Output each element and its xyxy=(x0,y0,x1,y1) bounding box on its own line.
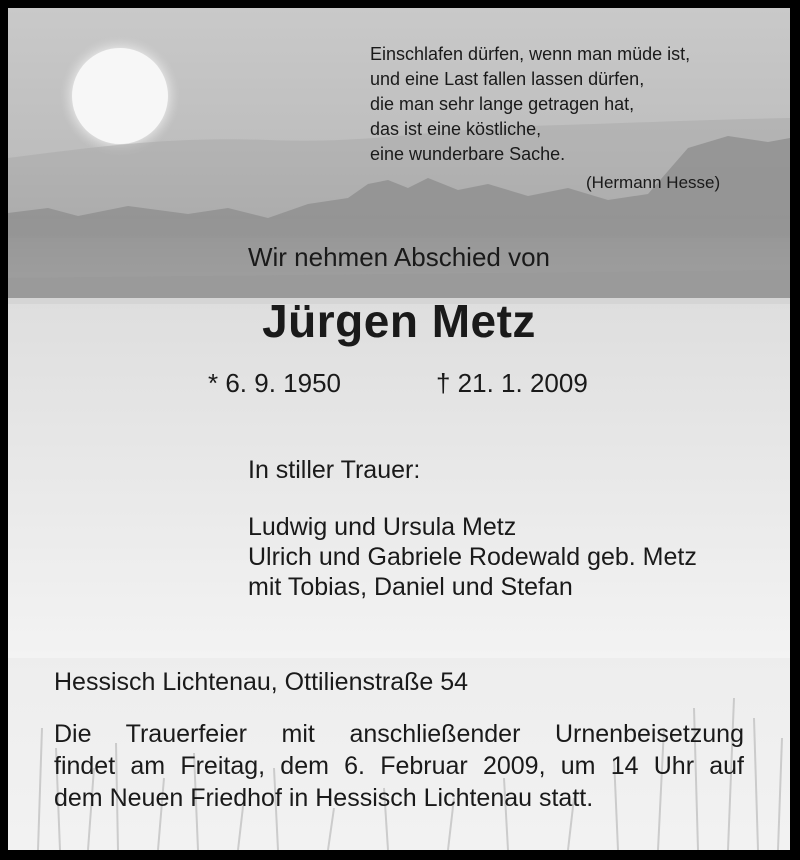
poem-line: das ist eine köstliche, xyxy=(370,119,542,139)
mourning-heading: In stiller Trauer: xyxy=(248,456,421,484)
poem-author: (Hermann Hesse) xyxy=(586,173,721,192)
poem-line: Einschlafen dürfen, wenn man müde ist, xyxy=(370,44,691,64)
farewell-intro: Wir nehmen Abschied von xyxy=(247,242,551,272)
death-date: † 21. 1. 2009 xyxy=(436,368,588,398)
service-line: dem Neuen Friedhof in Hessisch Lichtenau statt. xyxy=(54,784,594,812)
poem xyxy=(370,42,690,167)
service-line: Die Trauerfeier mit anschließender Urnenbeisetzung xyxy=(54,720,744,748)
mourner-line: mit Tobias, Daniel und Stefan xyxy=(248,573,573,601)
funeral-service-details xyxy=(54,718,744,814)
obituary-notice xyxy=(8,8,790,850)
mourner-line: Ludwig und Ursula Metz xyxy=(248,513,517,541)
deceased-name: Jürgen Metz xyxy=(262,295,536,347)
mourners-list xyxy=(248,512,697,602)
poem-line: die man sehr lange getragen hat, xyxy=(370,94,635,114)
service-line: findet am Freitag, dem 6. Februar 2009, um 14 Uhr auf xyxy=(54,752,744,780)
birth-date: * 6. 9. 1950 xyxy=(208,368,341,398)
family-address: Hessisch Lichtenau, Ottilienstraße 54 xyxy=(54,668,469,696)
mourner-line: Ulrich und Gabriele Rodewald geb. Metz xyxy=(248,543,697,571)
sun-disc xyxy=(72,48,168,144)
poem-line: und eine Last fallen lassen dürfen, xyxy=(370,69,645,89)
poem-line: eine wunderbare Sache. xyxy=(370,144,566,164)
